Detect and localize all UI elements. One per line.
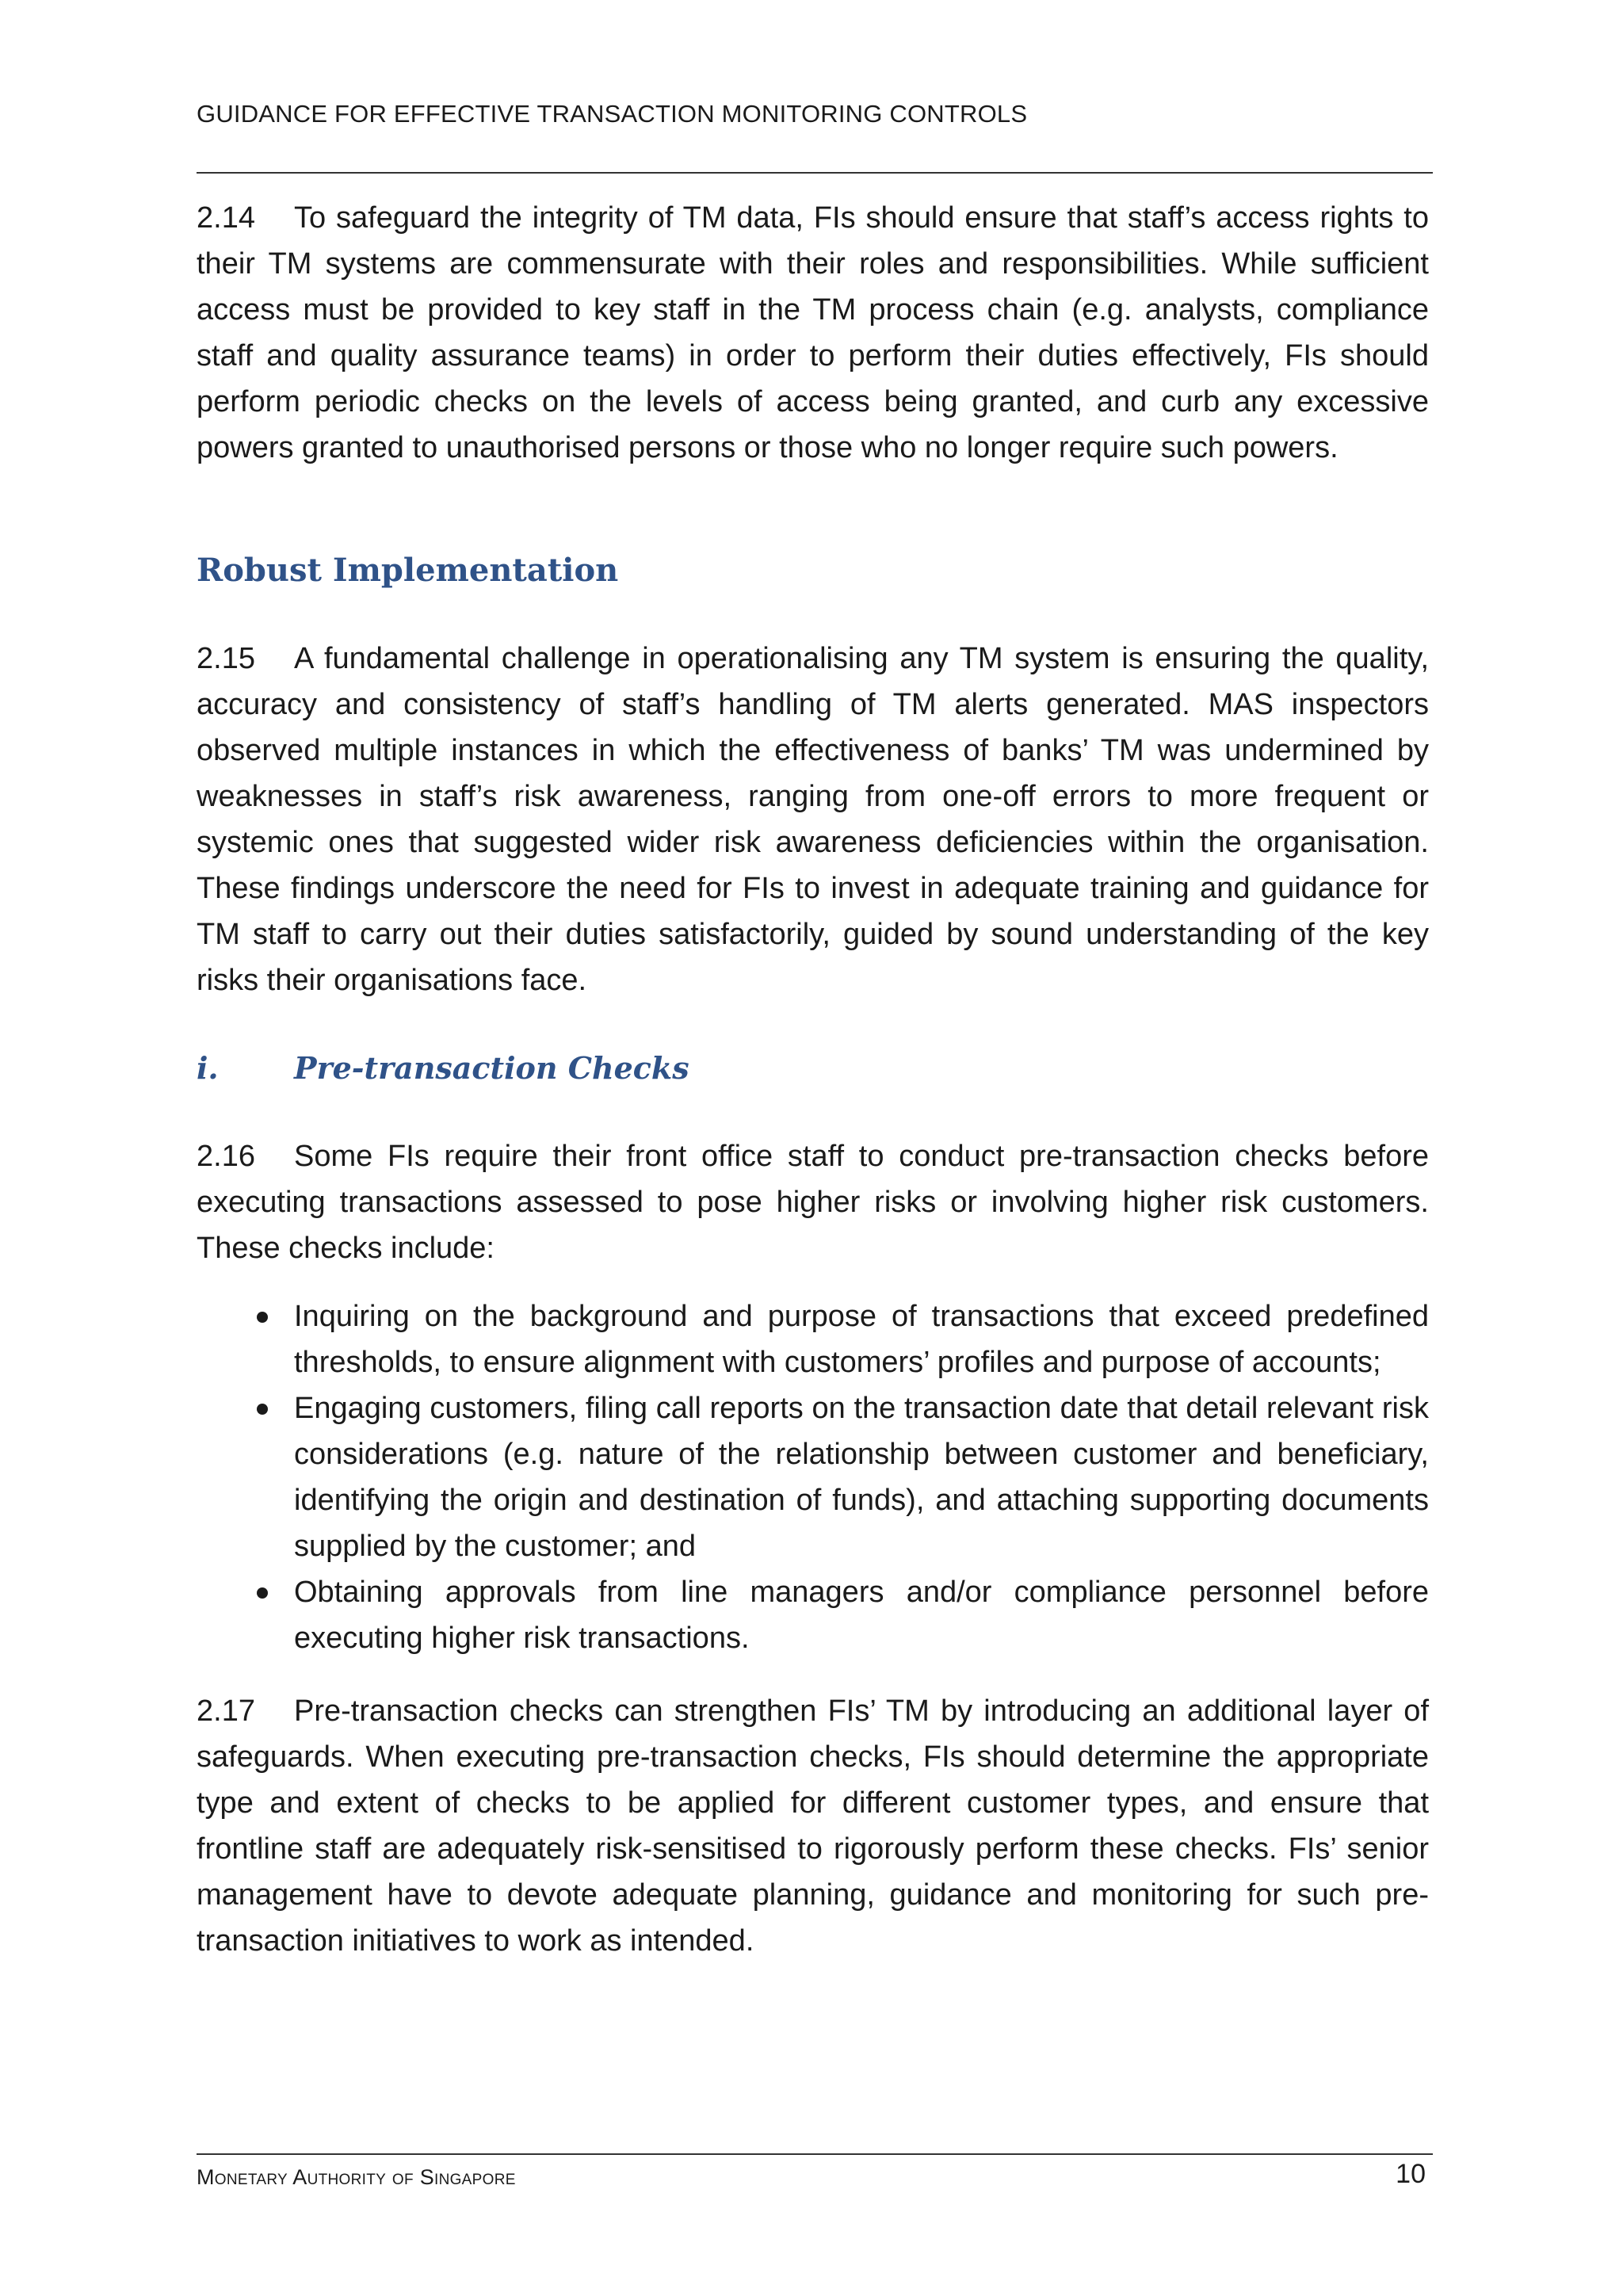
paragraph-text: To safeguard the integrity of TM data, FIs should ensure that staff’s access rights to their TM systems are commensurate with their roles and responsibilities. While sufficient access must be provided to key staff in the TM process chain (e.g. analysts, compliance staff and quality assurance teams) in order to perform their duties effectively, FIs should perform periodic checks on the levels of access being granted, and curb any excessive powers granted to unauthorised persons or those who no longer require such powers. xyxy=(197,201,1429,464)
list-item-text: Engaging customers, filing call reports on the transaction date that detail relevant risk considerations (e.g. nature of the relationship between customer and beneficiary, identifying the origin and destination of funds), and attaching supporting documents supplied by the customer; and xyxy=(294,1392,1429,1563)
paragraph-2-16 xyxy=(197,1133,1429,1271)
paragraph-number: 2.15 xyxy=(197,642,255,675)
paragraph-2-15 xyxy=(197,636,1429,1003)
sub-heading-text: Pre-transaction Checks xyxy=(294,1050,689,1086)
paragraph-text: A fundamental challenge in operationalising any TM system is ensuring the quality, accuracy and consistency of staff’s handling of TM alerts generated. MAS inspectors observed multiple instances in which the effectiveness of banks’ TM was undermined by weaknesses in staff’s risk awareness, ranging from one-off errors to more frequent or systemic ones that suggested wider risk awareness deficiencies within the organisation. These findings underscore the need for FIs to invest in adequate training and guidance for TM staff to carry out their duties satisfactorily, guided by sound understanding of the key risks their organisations face. xyxy=(197,642,1429,997)
footer-divider xyxy=(197,2153,1433,2155)
running-header: GUIDANCE FOR EFFECTIVE TRANSACTION MONITORING CONTROLS xyxy=(197,100,1028,128)
paragraph-2-17 xyxy=(197,1688,1429,1964)
paragraph-number: 2.14 xyxy=(197,201,255,235)
list-item xyxy=(197,1293,1429,1385)
paragraph-2-14 xyxy=(197,195,1429,471)
page-content xyxy=(197,195,1429,1964)
bullet-list xyxy=(197,1293,1429,1661)
paragraph-text: Some FIs require their front office staff to conduct pre-transaction checks before executing transactions assessed to pose higher risks or involving higher risk customers. These checks include: xyxy=(197,1140,1429,1265)
paragraph-text: Pre-transaction checks can strengthen FIs’ TM by introducing an additional layer of safeguards. When executing pre-transaction checks, FIs should determine the appropriate type and extent of checks to be applied for different customer types, and ensure that frontline staff are adequately risk-sensitised to rigorously perform these checks. FIs’ senior management have to devote adequate planning, guidance and monitoring for such pre-transaction initiatives to work as intended. xyxy=(197,1694,1429,1958)
header-divider xyxy=(197,172,1433,174)
bullet-icon xyxy=(257,1312,268,1323)
list-item-text: Inquiring on the background and purpose of transactions that exceed predefined thresholds, to ensure alignment with customers’ profiles and purpose of accounts; xyxy=(294,1300,1429,1379)
sub-heading xyxy=(197,1045,1429,1091)
list-item-text: Obtaining approvals from line managers and/or compliance personnel before executing higher risk transactions. xyxy=(294,1576,1429,1655)
paragraph-number: 2.16 xyxy=(197,1140,255,1173)
paragraph-number: 2.17 xyxy=(197,1694,255,1728)
bullet-icon xyxy=(257,1404,268,1415)
bullet-icon xyxy=(257,1587,268,1599)
sub-heading-numeral: i. xyxy=(197,1050,219,1086)
list-item xyxy=(197,1569,1429,1661)
footer-organisation: Monetary Authority of Singapore xyxy=(197,2165,516,2189)
list-item xyxy=(197,1385,1429,1569)
page-number: 10 xyxy=(1396,2159,1426,2189)
section-heading: Robust Implementation xyxy=(197,552,619,589)
